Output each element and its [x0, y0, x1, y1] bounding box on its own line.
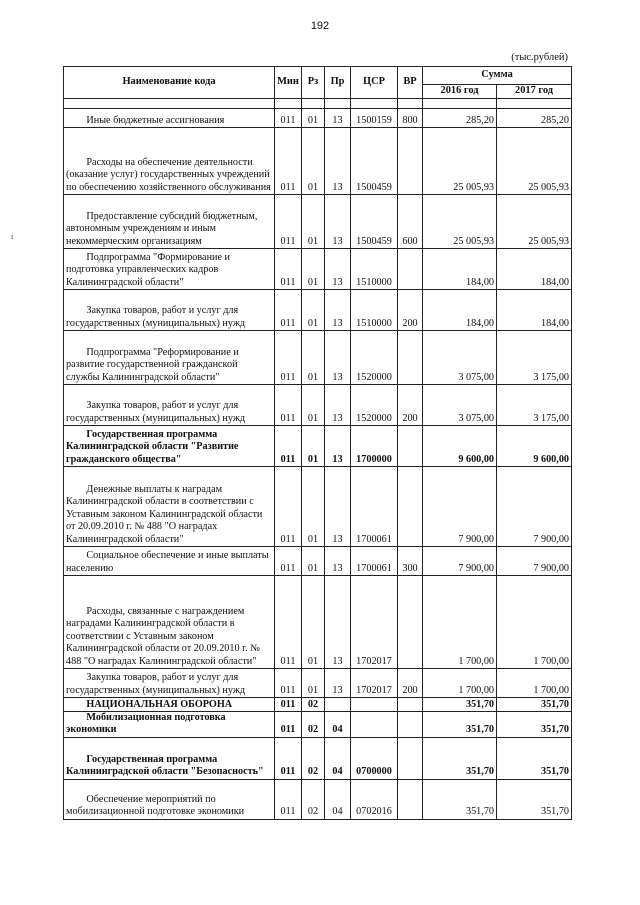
row-sum-2016: 25 005,93	[423, 195, 497, 249]
row-csr: 1500159	[351, 109, 398, 128]
budget-table	[63, 66, 572, 820]
row-sum-2017: 7 900,00	[497, 547, 572, 576]
row-sum-2016: 7 900,00	[423, 467, 497, 547]
row-name-text: Закупка товаров, работ и услуг для государственных (муниципальных) нужд	[66, 672, 246, 696]
row-rz: 01	[302, 109, 325, 128]
row-name-text: Обеспечение мероприятий по мобилизационной подготовке экономики	[66, 794, 245, 818]
row-sum-2017: 351,70	[497, 712, 572, 738]
row-name-text: Расходы, связанные с награждением наградами Калининградской области в соответствии с Уставным законом Калининградской области от 20.09.2010 г. № 488 "О наградах Калининградской области"	[66, 605, 260, 667]
row-name	[64, 737, 275, 779]
row-min: 011	[275, 426, 302, 467]
table-body	[64, 99, 572, 820]
row-pr: 13	[325, 128, 351, 195]
units-label: (тыс.рублей)	[511, 52, 568, 63]
row-min: 011	[275, 737, 302, 779]
row-name	[64, 128, 275, 195]
row-min: 011	[275, 385, 302, 426]
row-name-text: Денежные выплаты к наградам Калининградской области в соответствии с Уставным законом Калининградской области от 20.09.2010 г. № 488 "О наградах Калининградской области"	[66, 483, 263, 545]
row-name	[64, 426, 275, 467]
row-vr	[398, 576, 423, 669]
row-csr: 1700061	[351, 467, 398, 547]
row-csr: 1520000	[351, 331, 398, 385]
row-sum-2017: 184,00	[497, 249, 572, 290]
row-rz: 01	[302, 290, 325, 331]
row-pr	[325, 698, 351, 712]
row-csr: 1510000	[351, 249, 398, 290]
row-min: 011	[275, 669, 302, 698]
table-row	[64, 128, 572, 195]
row-csr: 1500459	[351, 128, 398, 195]
row-pr: 13	[325, 331, 351, 385]
row-name	[64, 249, 275, 290]
row-rz: 01	[302, 576, 325, 669]
header-2017: 2017 год	[497, 85, 572, 99]
header-pr: Пр	[325, 67, 351, 99]
row-vr	[398, 737, 423, 779]
table-row	[64, 576, 572, 669]
row-rz: 02	[302, 712, 325, 738]
row-pr: 04	[325, 737, 351, 779]
row-sum-2017: 285,20	[497, 109, 572, 128]
row-vr: 200	[398, 385, 423, 426]
row-name	[64, 576, 275, 669]
page-number: 192	[310, 20, 330, 32]
row-rz: 01	[302, 467, 325, 547]
table-row	[64, 467, 572, 547]
row-csr: 1702017	[351, 669, 398, 698]
row-name-text: Расходы на обеспечение деятельности (оказание услуг) государственных учреждений по обеспечению хозяйственного обслуживания	[66, 156, 271, 193]
row-sum-2017: 3 175,00	[497, 385, 572, 426]
table-row	[64, 547, 572, 576]
row-sum-2016: 3 075,00	[423, 385, 497, 426]
row-name-text: Социальное обеспечение и иные выплаты населению	[66, 550, 269, 574]
row-name	[64, 698, 275, 712]
row-sum-2017: 351,70	[497, 779, 572, 819]
row-rz: 01	[302, 128, 325, 195]
row-sum-2017: 351,70	[497, 737, 572, 779]
row-sum-2017: 1 700,00	[497, 669, 572, 698]
row-sum-2016: 285,20	[423, 109, 497, 128]
row-pr: 13	[325, 249, 351, 290]
row-vr	[398, 712, 423, 738]
row-sum-2016: 351,70	[423, 698, 497, 712]
row-sum-2017: 25 005,93	[497, 195, 572, 249]
row-rz: 01	[302, 195, 325, 249]
row-pr: 13	[325, 669, 351, 698]
row-vr	[398, 128, 423, 195]
row-pr: 13	[325, 290, 351, 331]
table-row	[64, 426, 572, 467]
row-csr: 1700061	[351, 547, 398, 576]
row-rz: 01	[302, 331, 325, 385]
table-row	[64, 109, 572, 128]
row-vr	[398, 698, 423, 712]
row-min: 011	[275, 290, 302, 331]
row-csr: 0700000	[351, 737, 398, 779]
row-rz: 01	[302, 249, 325, 290]
row-name-text: Государственная программа Калининградской области "Безопасность"	[66, 754, 264, 778]
row-sum-2016: 1 700,00	[423, 669, 497, 698]
row-sum-2017: 7 900,00	[497, 467, 572, 547]
row-sum-2017: 184,00	[497, 290, 572, 331]
row-vr	[398, 467, 423, 547]
table-row	[64, 249, 572, 290]
table-row	[64, 669, 572, 698]
row-sum-2017: 1 700,00	[497, 576, 572, 669]
row-vr	[398, 331, 423, 385]
row-csr	[351, 712, 398, 738]
row-sum-2016: 9 600,00	[423, 426, 497, 467]
row-pr: 04	[325, 779, 351, 819]
row-vr: 600	[398, 195, 423, 249]
row-rz: 02	[302, 698, 325, 712]
row-csr: 1702017	[351, 576, 398, 669]
table-row	[64, 331, 572, 385]
row-min: 011	[275, 109, 302, 128]
spacer-row	[64, 99, 572, 109]
table-row	[64, 290, 572, 331]
header-csr: ЦСР	[351, 67, 398, 99]
row-rz: 01	[302, 426, 325, 467]
row-sum-2017: 351,70	[497, 698, 572, 712]
row-name-text: Иные бюджетные ассигнования	[86, 114, 225, 126]
header-vr: ВР	[398, 67, 423, 99]
row-name	[64, 779, 275, 819]
row-vr	[398, 779, 423, 819]
row-pr: 13	[325, 547, 351, 576]
row-name-text: Закупка товаров, работ и услуг для государственных (муниципальных) нужд	[66, 400, 246, 424]
row-name-text: Государственная программа Калининградской области "Развитие гражданского общества"	[66, 428, 239, 465]
row-sum-2016: 184,00	[423, 290, 497, 331]
row-name	[64, 712, 275, 738]
table-row	[64, 195, 572, 249]
row-min: 011	[275, 547, 302, 576]
row-name	[64, 385, 275, 426]
row-vr	[398, 426, 423, 467]
row-csr	[351, 698, 398, 712]
row-pr: 13	[325, 195, 351, 249]
row-csr: 1700000	[351, 426, 398, 467]
row-name	[64, 467, 275, 547]
row-min: 011	[275, 698, 302, 712]
row-min: 011	[275, 195, 302, 249]
row-sum-2017: 9 600,00	[497, 426, 572, 467]
row-csr: 1500459	[351, 195, 398, 249]
table-row	[64, 712, 572, 738]
row-vr: 300	[398, 547, 423, 576]
row-sum-2016: 1 700,00	[423, 576, 497, 669]
row-csr: 0702016	[351, 779, 398, 819]
row-name	[64, 331, 275, 385]
row-sum-2017: 3 175,00	[497, 331, 572, 385]
row-min: 011	[275, 331, 302, 385]
header-rz: Рз	[302, 67, 325, 99]
row-csr: 1510000	[351, 290, 398, 331]
row-min: 011	[275, 128, 302, 195]
header-2016: 2016 год	[423, 85, 497, 99]
row-name	[64, 547, 275, 576]
row-name	[64, 195, 275, 249]
row-rz: 02	[302, 737, 325, 779]
row-name-text: Подпрограмма "Формирование и подготовка управленческих кадров Калининградской области"	[66, 251, 231, 288]
row-sum-2016: 351,70	[423, 712, 497, 738]
row-rz: 02	[302, 779, 325, 819]
row-name	[64, 669, 275, 698]
row-sum-2016: 25 005,93	[423, 128, 497, 195]
row-pr: 13	[325, 109, 351, 128]
row-name-text: Подпрограмма "Реформирование и развитие государственной гражданской службы Калининградской области"	[66, 346, 239, 383]
row-sum-2016: 184,00	[423, 249, 497, 290]
header-min: Мин	[275, 67, 302, 99]
header-sum: Сумма	[423, 67, 572, 85]
row-sum-2016: 351,70	[423, 737, 497, 779]
row-pr: 13	[325, 426, 351, 467]
row-name	[64, 109, 275, 128]
row-min: 011	[275, 249, 302, 290]
row-sum-2016: 7 900,00	[423, 547, 497, 576]
row-vr: 200	[398, 290, 423, 331]
margin-mark: ı	[11, 232, 14, 241]
row-min: 011	[275, 467, 302, 547]
row-name-text: Мобилизационная подготовка экономики	[66, 712, 226, 736]
row-csr: 1520000	[351, 385, 398, 426]
row-pr: 13	[325, 467, 351, 547]
row-rz: 01	[302, 547, 325, 576]
row-rz: 01	[302, 669, 325, 698]
row-sum-2017: 25 005,93	[497, 128, 572, 195]
row-rz: 01	[302, 385, 325, 426]
table-row	[64, 779, 572, 819]
row-min: 011	[275, 712, 302, 738]
row-sum-2016: 3 075,00	[423, 331, 497, 385]
row-name	[64, 290, 275, 331]
row-name-text: НАЦИОНАЛЬНАЯ ОБОРОНА	[86, 698, 233, 710]
row-name-text: Закупка товаров, работ и услуг для государственных (муниципальных) нужд	[66, 305, 246, 329]
header-name: Наименование кода	[64, 67, 275, 99]
row-min: 011	[275, 576, 302, 669]
row-name-text: Предоставление субсидий бюджетным, автономным учреждениям и иным некоммерческим организациям	[66, 210, 258, 247]
table-row	[64, 698, 572, 712]
row-pr: 13	[325, 385, 351, 426]
row-vr: 800	[398, 109, 423, 128]
row-sum-2016: 351,70	[423, 779, 497, 819]
row-vr	[398, 249, 423, 290]
table-row	[64, 737, 572, 779]
row-pr: 13	[325, 576, 351, 669]
table-header	[64, 67, 572, 99]
row-min: 011	[275, 779, 302, 819]
row-pr: 04	[325, 712, 351, 738]
table-row	[64, 385, 572, 426]
row-vr: 200	[398, 669, 423, 698]
